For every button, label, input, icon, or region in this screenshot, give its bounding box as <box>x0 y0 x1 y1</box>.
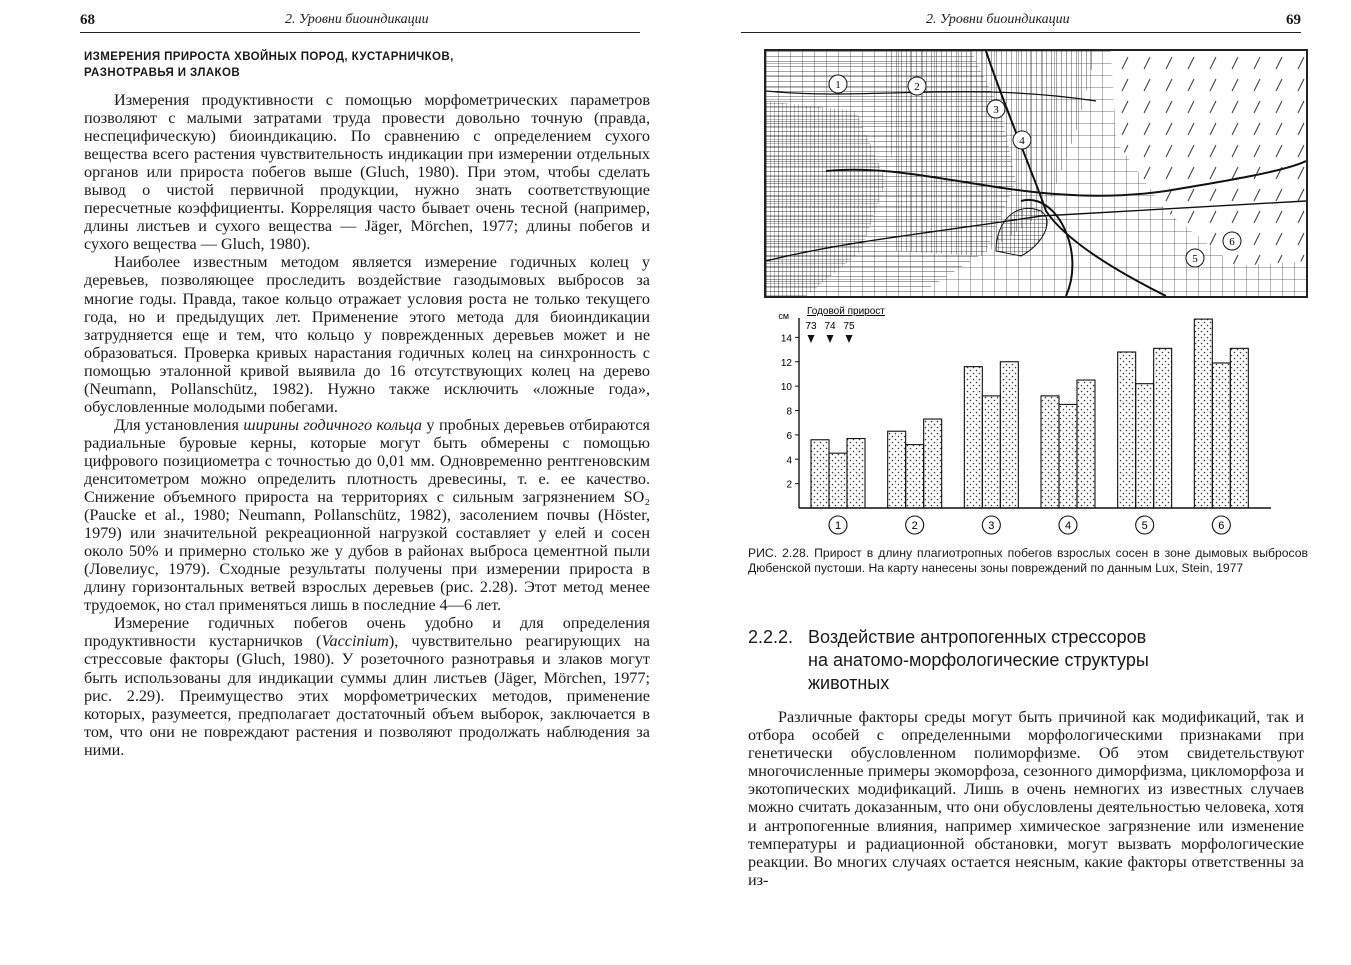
chart-bar <box>924 419 942 508</box>
paragraph <box>84 614 650 758</box>
chart-bar <box>1136 384 1154 508</box>
body-text <box>748 708 1304 889</box>
category-label: 6 <box>1218 520 1225 532</box>
chart-bar <box>1118 352 1136 508</box>
chart-bar <box>811 440 829 508</box>
section-title-line: ИЗМЕРЕНИЯ ПРИРОСТА ХВОЙНЫХ ПОРОД, КУСТАРНИЧКОВ, <box>84 51 454 63</box>
chart-bar <box>1212 363 1230 508</box>
y-tick-label: 10 <box>780 382 792 394</box>
chart-bar <box>982 396 1000 508</box>
paragraph: Измерения продуктивности с помощью морфометрических параметров позволяют с малыми затратами труда провести довольно точную (правда, неспецифическую) биоиндикацию. По сравнению с определением сухого вещества всего растения чувствительность индикации при измерении отдельных органов или прироста побегов выше (Gluch, 1980). При этом, чтобы сделать вывод о чистой первичной продукции, нужно знать соответствующие пересчетные коэффициенты. Корреляция часто бывает очень тесной (например, длины листьев и сухого вещества — Jäger, Mörchen, 1977; длины побегов и сухого вещества — Gluch, 1980). <box>84 91 650 254</box>
italic-term: ширины годичного кольца <box>243 415 422 434</box>
chart-bar <box>964 367 982 508</box>
running-title: 2. Уровни биоиндикации <box>926 12 1070 27</box>
right-page <box>676 0 1351 965</box>
text-run: Для установления <box>114 415 244 434</box>
chart-bar <box>1154 348 1172 508</box>
paragraph: Наиболее известным методом является измерение годичных колец у деревьев, позволяющее проследить воздействие газодымовых выбросов за многие годы. Правда, такое кольцо отражает условия роста не только текущего года, но и предыдущих лет. Применение этого метода для биоиндикации затрудняется еще и тем, что кольцо у поврежденных деревьев может и не образоваться. Проверка кривых нарастания годичных колец на синхронность с помощью эталонной кривой выявила до 16 отсутствующих колец на дерево (Neumann, Pollanschütz, 1982). Нужно также исключить «ложные года», обусловленные молодыми побегами. <box>84 253 650 416</box>
chart-categories <box>829 516 1230 534</box>
subsection-title-line: на анатомо-морфологические структуры <box>808 650 1149 670</box>
chart-bar <box>1230 348 1248 508</box>
y-tick-label: 2 <box>786 479 792 491</box>
y-tick-label: 6 <box>786 430 792 442</box>
y-tick-label: 14 <box>780 333 792 345</box>
figure-caption: РИС. 2.28. Прирост в длину плагиотропных побегов взрослых сосен в зоне дымовых выбросов Дюбенской пустоши. На карту нанесены зоны повреждений по данным Lux, Stein, 1977 <box>748 546 1308 575</box>
text-run: Измерение годичных побегов очень удобно и для определения продуктивности кустарничков ( <box>84 614 650 651</box>
legend-arrow-icon <box>808 335 815 343</box>
chart-legend <box>805 306 885 343</box>
map-zone-label: 3 <box>993 104 999 116</box>
legend-year: 74 <box>824 321 836 332</box>
map-zone-label: 6 <box>1229 236 1235 248</box>
map-zone-label: 4 <box>1019 135 1025 147</box>
subsection-title-line: животных <box>808 673 890 693</box>
growth-bar-chart <box>771 303 1311 543</box>
paragraph: Различные факторы среды могут быть причиной как модификаций, так и отбора особей с определенными морфологическими признаками при генетически обусловленном полиморфизме. Об этом свидетельствуют многочисленные примеры экоморфоза, сезонного диморфизма, цикломорфоза и экотопических модификаций. Лишь в очень немногих из известных случаев можно считать доказанным, что они обусловлены деятельностью человека, хотя и антропогенные влияния, например химическое загрязнение или изменение температуры и радиационной обстановки, могут вызвать морфологические реакции. Во многих случаях остается неясным, какие факторы ответственны за из- <box>748 708 1304 889</box>
chart-bar <box>1077 380 1095 508</box>
map-figure <box>766 51 1306 296</box>
map-zone-label: 2 <box>914 81 920 93</box>
text-run: у пробных деревьев отбираются радиальные буровые керны, которые могут быть обмерены с помощью цифрового позициометра с точностью до 0,01 мм. Одновременно рентгеновским денситометром можно определить плотность древесины, т. е. ее качество. Снижение объемного прироста на территориях с сильным загрязнением SO₂ (Paucke et al., 1980; Neumann, Pollanschütz, 1982), засолением почвы (Höster, 1979) или значительной рекреационной нагрузкой составляет у елей и сосен около 50% и примерно столько же у дубов в районах выброса цементной пыли (Ловелиус, 1979). Сходные результаты получены при измерении прироста в длину горизонтальных ветвей взрослых деревьев (рис. 2.28). Этот метод менее трудоемок, но стал применяться лишь в последние 4—6 лет. <box>84 415 650 615</box>
left-page <box>0 0 675 965</box>
category-label: 4 <box>1064 520 1072 532</box>
chart-bar <box>1059 404 1077 508</box>
map-zone-label: 1 <box>835 79 841 91</box>
chart-bars <box>811 319 1248 508</box>
subsection-title <box>748 626 1308 695</box>
chart-bar <box>1041 396 1059 508</box>
paragraph <box>84 416 650 615</box>
chart-bar <box>906 445 924 508</box>
y-axis-label: см <box>778 311 789 321</box>
body-text <box>84 91 650 759</box>
chart-bar <box>888 431 906 508</box>
chart-bar <box>1000 362 1018 508</box>
legend-year: 75 <box>843 321 855 332</box>
legend-year: 73 <box>805 321 817 332</box>
page-number: 68 <box>80 12 95 28</box>
subsection-title-line: Воздействие антропогенных стрессоров <box>808 627 1147 647</box>
section-title-line: РАЗНОТРАВЬЯ И ЗЛАКОВ <box>84 67 241 79</box>
legend-arrow-icon <box>827 335 834 343</box>
text-run: ), чувствительно реагирующих на стрессовые факторы (Gluch, 1980). У розеточного разнотравья и злаков могут быть использованы для индикации суммы длин листьев (Jäger, Mörchen, 1977; рис. 2.29). Преимущество этих морфометрических методов, применение которых, разумеется, предполагает достаточный объем выборок, заключается в том, что они не повреждают растения и позволяют продолжать наблюдения за ними. <box>84 632 650 759</box>
page-number: 69 <box>1286 12 1301 28</box>
y-tick-label: 8 <box>786 406 792 418</box>
chart-svg <box>771 303 1311 543</box>
category-label: 1 <box>834 520 842 532</box>
legend-arrow-icon <box>846 335 853 343</box>
y-tick-label: 4 <box>786 455 792 467</box>
italic-term: Vaccinium <box>321 632 389 651</box>
running-head-right <box>741 10 1301 33</box>
y-tick-label: 12 <box>780 357 792 369</box>
chart-bar <box>829 453 847 508</box>
chart-title: Годовой прирост <box>807 306 885 317</box>
category-label: 3 <box>988 520 995 532</box>
category-label: 5 <box>1141 520 1148 532</box>
chart-bar <box>1194 319 1212 508</box>
running-title: 2. Уровни биоиндикации <box>285 12 429 27</box>
section-title <box>84 49 644 81</box>
running-head-left <box>80 10 640 33</box>
damage-zone-map <box>764 49 1308 298</box>
chart-bar <box>847 439 865 508</box>
map-zone-label: 5 <box>1192 253 1198 265</box>
category-label: 2 <box>911 520 918 532</box>
subsection-number: 2.2.2. <box>748 627 794 647</box>
